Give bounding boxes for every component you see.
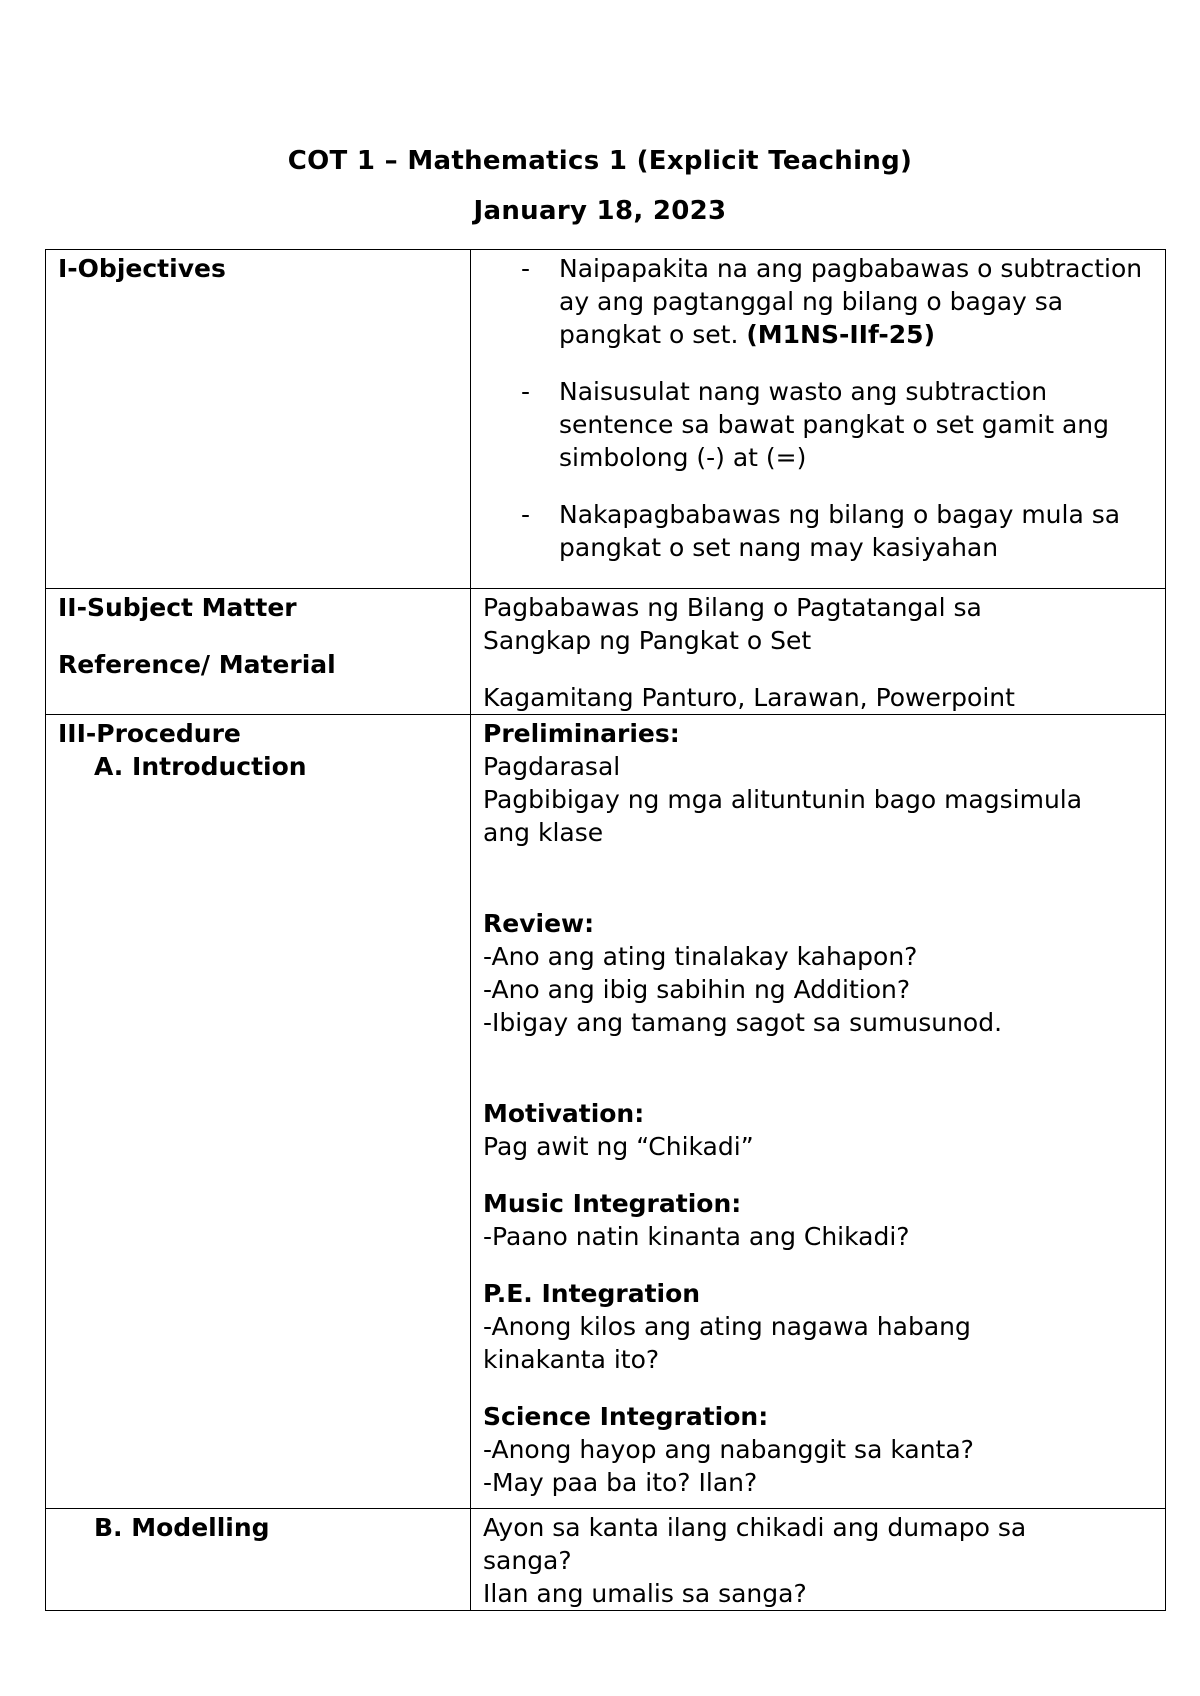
science-integration-line: -May paa ba ito? Ilan? [483,1468,758,1497]
preliminaries-line: Pagbibigay ng mga alituntunin bago magsimula [483,785,1083,814]
modelling-line: Ilan ang umalis sa sanga? [483,1579,807,1608]
modelling-label: B. Modelling [94,1513,270,1542]
reference-material-label: Reference/ Material [58,650,336,679]
review-line: -Ibigay ang tamang sagot sa sumusunod. [483,1008,1003,1037]
objectives-label: I-Objectives [58,254,226,283]
document-title: COT 1 – Mathematics 1 (Explicit Teaching) [287,146,913,176]
science-integration-heading: Science Integration: [483,1402,769,1431]
preliminaries-heading: Preliminaries: [483,719,680,748]
objective-item [521,375,1155,474]
procedure-label-cell [46,715,471,1509]
objectives-list [483,252,1155,564]
motivation-heading: Motivation: [483,1099,645,1128]
topic-line: Pagbabawas ng Bilang o Pagtatangal sa [483,593,982,622]
subject-matter-row [46,589,1166,715]
objective-text: Naisusulat nang wasto ang subtraction sentence sa bawat pangkat o set gamit ang simbolong (-) at (=) [559,377,1110,472]
motivation-line: Pag awit ng “Chikadi” [483,1132,754,1161]
subject-matter-label: II-Subject Matter [58,593,297,622]
modelling-row [46,1509,1166,1611]
objectives-label-cell [46,250,471,589]
procedure-label: III-Procedure [58,719,241,748]
review-heading: Review: [483,909,595,938]
modelling-content-cell [471,1509,1166,1611]
preliminaries-line: Pagdarasal [483,752,621,781]
modelling-line: sanga? [483,1546,572,1575]
music-integration-heading: Music Integration: [483,1189,742,1218]
review-line: -Ano ang ibig sabihin ng Addition? [483,975,911,1004]
preliminaries-line: ang klase [483,818,604,847]
competency-code: (M1NS-IIf-25) [746,320,935,349]
review-line: -Ano ang ating tinalakay kahapon? [483,942,918,971]
procedure-content-cell [471,715,1166,1509]
objectives-content-cell [471,250,1166,589]
music-integration-line: -Paano natin kinanta ang Chikadi? [483,1222,910,1251]
introduction-label: A. Introduction [94,752,307,781]
materials-text: Kagamitang Panturo, Larawan, Powerpoint [483,683,1015,712]
objectives-row [46,250,1166,589]
objective-item [521,252,1155,351]
pe-integration-line: -Anong kilos ang ating nagawa habang [483,1312,971,1341]
objective-text: Naipapakita na ang pagbabawas o subtraction ay ang pagtanggal ng bilang o bagay sa pangkat o set. [559,254,1143,349]
subject-matter-content-cell [471,589,1166,715]
science-integration-line: -Anong hayop ang nabanggit sa kanta? [483,1435,974,1464]
topic-line: Sangkap ng Pangkat o Set [483,626,812,655]
modelling-line: Ayon sa kanta ilang chikadi ang dumapo sa [483,1513,1027,1542]
bullet-dash: - [521,254,531,283]
lesson-plan-table [45,249,1166,1611]
bullet-dash: - [521,377,531,406]
modelling-label-cell [46,1509,471,1611]
objective-text: Nakapagbabawas ng bilang o bagay mula sa pangkat o set nang may kasiyahan [559,500,1121,562]
document-date: January 18, 2023 [473,196,727,226]
procedure-row [46,715,1166,1509]
subject-matter-label-cell [46,589,471,715]
bullet-dash: - [521,500,531,529]
pe-integration-line: kinakanta ito? [483,1345,660,1374]
pe-integration-heading: P.E. Integration [483,1279,701,1308]
objective-item [521,498,1155,564]
